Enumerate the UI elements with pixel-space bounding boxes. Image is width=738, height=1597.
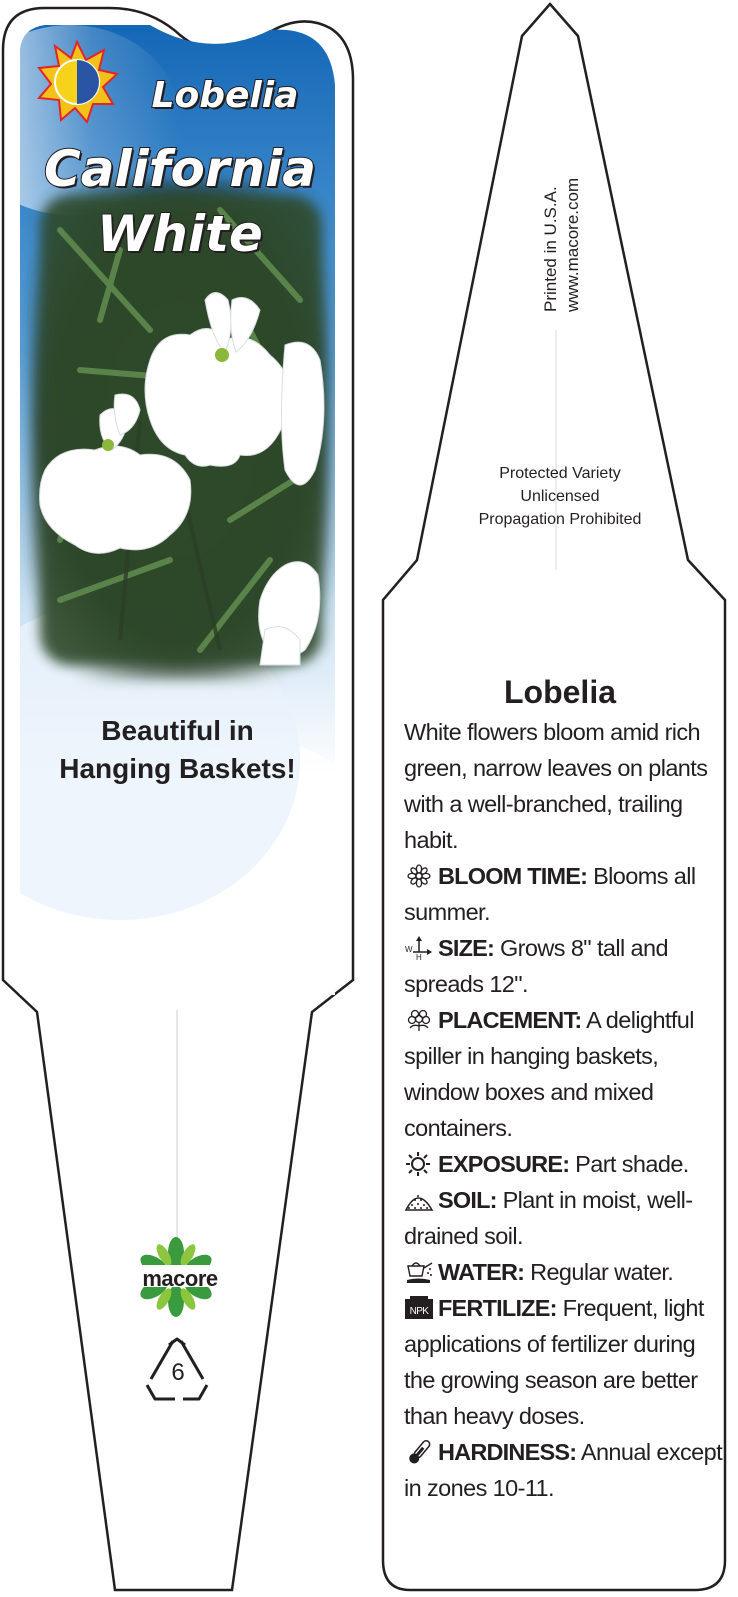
care-label: BLOOM TIME:: [438, 863, 588, 889]
variety-title-line2: White: [97, 205, 263, 263]
flower-2: [40, 446, 191, 553]
printed-country: Printed in U.S.A.: [541, 186, 560, 312]
care-text: Part shade.: [575, 1151, 689, 1177]
care-bloom-time: [404, 858, 722, 930]
tagline-line1: Beautiful in: [101, 715, 254, 746]
recycle-code: 6: [171, 1359, 185, 1386]
care-text: A delightful spiller in hanging baskets, window boxes and mixed containers.: [404, 1007, 694, 1141]
npk-icon: [404, 1296, 434, 1320]
tagline: [20, 712, 335, 788]
care-text: Annual except in zones 10-11.: [404, 1439, 723, 1501]
protected-line2: Unlicensed: [520, 488, 600, 505]
care-exposure: [404, 1146, 722, 1182]
watering-can-icon: [404, 1260, 434, 1284]
back-heading: Lobelia: [503, 674, 616, 710]
genus-title: Lobelia: [151, 75, 299, 116]
protected-notice: [440, 462, 680, 531]
care-placement: [404, 1002, 722, 1146]
protected-line3: Propagation Prohibited: [478, 511, 642, 528]
care-water: [404, 1254, 722, 1290]
svg-text:W: W: [405, 945, 412, 954]
care-text: Plant in moist, well-drained soil.: [404, 1187, 693, 1249]
care-soil: [404, 1182, 722, 1254]
tagline-line2: Hanging Baskets!: [59, 753, 296, 784]
svg-text:NPK: NPK: [409, 1306, 429, 1317]
brand-name: macore: [142, 1266, 218, 1291]
flower-icon: [404, 864, 434, 888]
variety-title-line1: California: [44, 140, 316, 198]
care-hardiness: [404, 1434, 722, 1506]
care-label: WATER:: [438, 1259, 525, 1285]
description: White flowers bloom amid rich green, narrow leaves on plants with a well-branched, trailing habit.: [404, 719, 708, 853]
printed-info: [540, 178, 584, 312]
care-label: HARDINESS:: [438, 1439, 577, 1465]
care-label: PLACEMENT:: [438, 1007, 582, 1033]
care-text: Grows 8" tall and spreads 12".: [404, 935, 668, 997]
protected-line1: Protected Variety: [499, 465, 621, 482]
soil-icon: [404, 1188, 434, 1212]
plant-description-block: [404, 714, 722, 1506]
sun-icon: [404, 1152, 434, 1176]
care-label: SIZE:: [438, 935, 495, 961]
care-text: Blooms all summer.: [404, 863, 696, 925]
care-text: Regular water.: [530, 1259, 674, 1285]
size-icon: [404, 936, 434, 960]
thermometer-icon: [404, 1440, 434, 1464]
placement-icon: [404, 1008, 434, 1032]
svg-text:H: H: [416, 953, 422, 960]
care-fertilize: [404, 1290, 722, 1434]
care-label: EXPOSURE:: [438, 1151, 570, 1177]
care-label: FERTILIZE:: [438, 1295, 557, 1321]
care-text: Frequent, light applications of fertilizer during the growing season are better than heavy doses.: [404, 1295, 704, 1429]
website: www.macore.com: [563, 177, 582, 312]
care-label: SOIL:: [438, 1187, 497, 1213]
care-size: [404, 930, 722, 1002]
